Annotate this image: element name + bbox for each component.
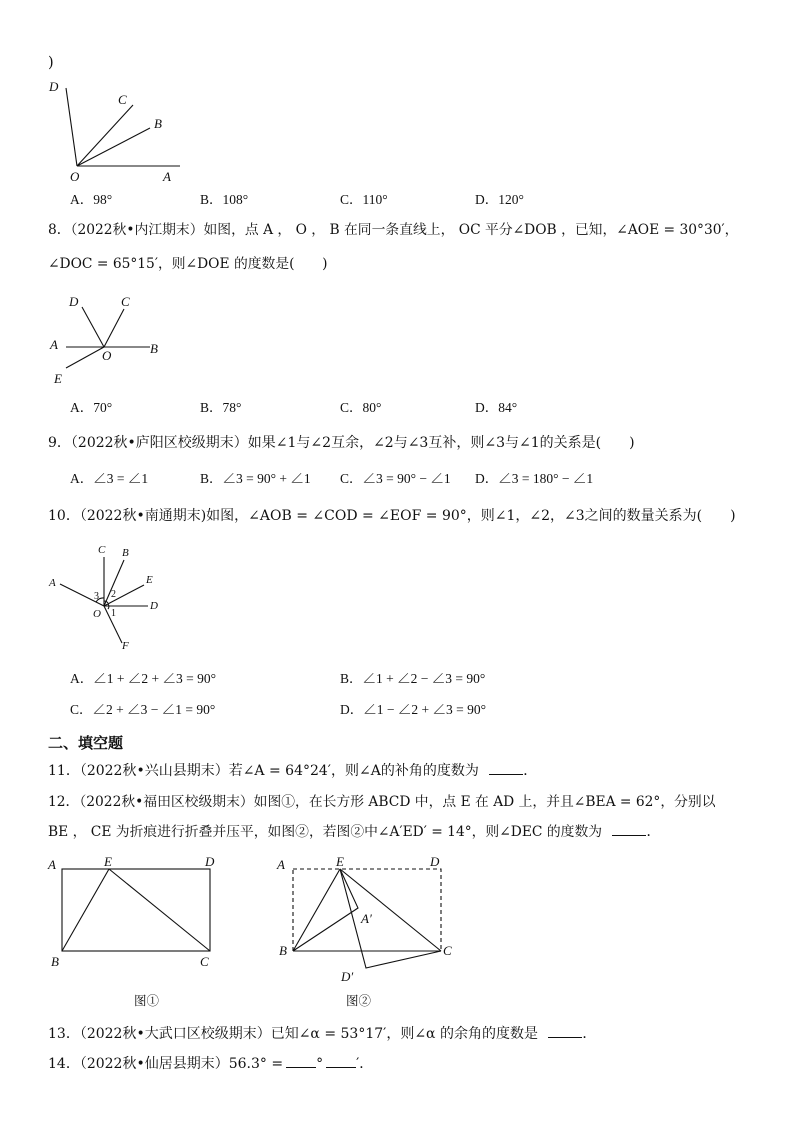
q9-option-b: B．∠3 = 90° + ∠1 [200,471,311,486]
q8-label-a: A [50,337,58,352]
q8-label-d: D [69,294,79,309]
q14-degree-blank[interactable] [286,1067,316,1068]
fig2-caption: 图② [346,994,372,1008]
q7-option-b: B．108° [200,192,249,207]
q8-option-c: C．80° [340,400,382,415]
q10-label-e: E [146,574,153,586]
section-heading: 二、填空题 [48,734,124,752]
q8-label-b: B [150,341,158,356]
q14-stem: 14．（2022秋•仙居县期末）56.3° = ° ′． [48,1056,374,1072]
q10-label-b: B [122,547,129,559]
q10-option-d: D．∠1 − ∠2 + ∠3 = 90° [340,702,486,717]
q10-option-b: B．∠1 + ∠2 − ∠3 = 90° [340,671,486,686]
fig1-caption: 图① [134,994,160,1008]
q7-label-b: B [154,116,162,131]
q9-option-c: C．∠3 = 90° − ∠1 [340,471,451,486]
fig2-label-a-prime: A′ [361,911,372,926]
q9-option-d: D．∠3 = 180° − ∠1 [475,471,594,486]
q7-option-c: C．110° [340,192,388,207]
fig2-label-a: A [277,857,285,872]
q8-stem-line1: 8．（2022秋•内江期末）如图，点 A ， O ， B 在同一条直线上， OC 平分∠DOB ，已知，∠AOE = 30°30′， [48,222,739,238]
q12-stem-line2: BE ， CE 为折痕进行折叠并压平，如图②，若图②中∠A′ED′ = 14°，则∠DEC 的度数为 ． [48,824,661,840]
q7-label-a: A [163,169,171,184]
fig2-label-c: C [443,943,452,958]
q7-option-d: D．120° [475,192,524,207]
q7-label-d: D [49,79,59,94]
q8-option-a: A．70° [70,400,113,415]
q7-paren: ) [48,55,54,71]
q10-option-c: C．∠2 + ∠3 − ∠1 = 90° [70,702,216,717]
q14-minute-blank[interactable] [326,1067,356,1068]
fig2-label-d: D [430,854,440,869]
q8-label-o: O [102,348,112,363]
q10-label-a: A [49,577,56,589]
q13-answer-blank[interactable] [548,1037,582,1038]
fig1-label-e: E [104,854,112,869]
fig1-label-c: C [200,954,209,969]
q10-label-o: O [93,608,101,620]
q7-label-c: C [118,92,127,107]
q8-label-e: E [54,371,62,386]
q10-option-a: A．∠1 + ∠2 + ∠3 = 90° [70,671,216,686]
q10-label-d: D [150,600,158,612]
q10-angle-3: 3 [94,591,99,602]
q8-option-b: B．78° [200,400,242,415]
q11-stem: 11．（2022秋•兴山县期末）若∠A = 64°24′，则∠A的补角的度数为 ． [48,763,538,779]
q10-stem: 10．（2022秋•南通期末)如图，∠AOB = ∠COD = ∠EOF = 90°，则∠1，∠2，∠3之间的数量关系为( ) [48,508,736,524]
q10-label-f: F [122,640,129,652]
fig1-label-d: D [205,854,215,869]
fig2-label-d-prime: D′ [341,969,354,984]
q10-angle-2: 2 [111,589,116,600]
fig2-label-e: E [336,854,344,869]
q8-option-d: D．84° [475,400,518,415]
fig2-label-b: B [279,943,287,958]
q7-option-a: A．98° [70,192,113,207]
q7-label-o: O [70,169,80,184]
q12-stem-line1: 12．（2022秋•福田区校级期末）如图①，在长方形 ABCD 中，点 E 在 AD 上，并且∠BEA = 62°，分别以 [48,794,716,810]
fig1-label-b: B [51,954,59,969]
q8-stem-line2: ∠DOC = 65°15′，则∠DOE 的度数是( ) [48,256,328,272]
q9-stem: 9．（2022秋•庐阳区校级期末）如果∠1与∠2互余，∠2与∠3互补，则∠3与∠1的关系是( ) [48,435,635,451]
q8-label-c: C [121,294,130,309]
q10-label-c: C [98,544,106,556]
fig1-label-a: A [48,857,56,872]
q13-stem: 13．（2022秋•大武口区校级期末）已知∠α = 53°17′，则∠α 的余角的度数是 ． [48,1026,597,1042]
q9-option-a: A．∠3 = ∠1 [70,471,149,486]
q10-angle-1: 1 [111,608,116,619]
